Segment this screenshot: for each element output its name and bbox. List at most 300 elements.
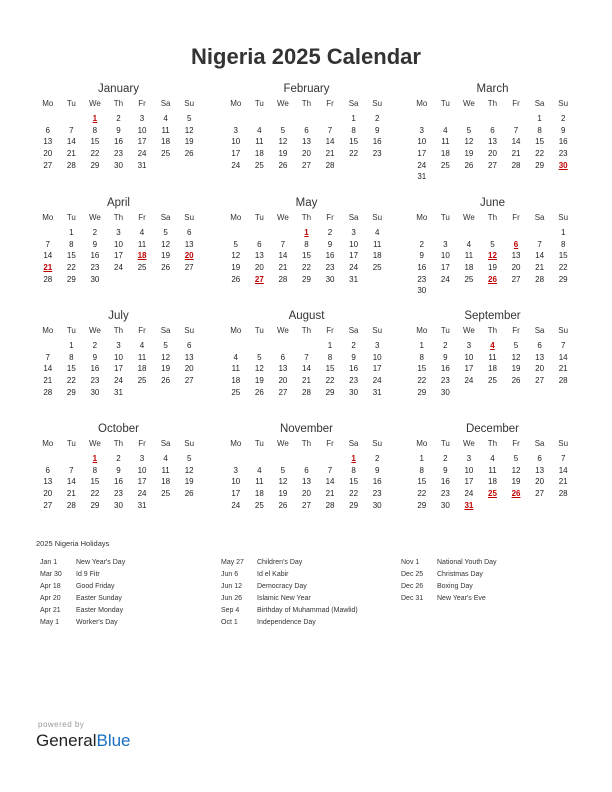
weekday-label: Mo: [42, 326, 54, 335]
day-cell: 3: [419, 125, 424, 135]
day-cell: 6: [304, 125, 309, 135]
day-cell: 29: [535, 160, 545, 170]
day-cell: 17: [464, 364, 474, 374]
day-cell: 19: [231, 263, 241, 273]
day-cell: 7: [304, 352, 309, 362]
day-cell: 10: [372, 352, 382, 362]
day-cell: 29: [90, 160, 100, 170]
empty-cell: [434, 113, 458, 125]
day-cell: 15: [417, 477, 427, 487]
day-cell: 22: [66, 376, 76, 386]
day-cell: 20: [43, 489, 53, 499]
day-cell: 22: [417, 376, 427, 386]
day-cell: 17: [231, 489, 241, 499]
weekday-label: Sa: [534, 213, 545, 222]
holiday-day-cell: 12: [488, 251, 497, 261]
day-cell: 20: [43, 149, 53, 159]
day-cell: 17: [417, 149, 427, 159]
day-cell: 17: [137, 477, 147, 487]
day-cell: 13: [302, 477, 311, 487]
day-cell: 2: [374, 454, 380, 464]
day-cell: 30: [440, 387, 450, 397]
day-cell: 25: [372, 263, 382, 273]
weekday-label: Th: [301, 213, 312, 222]
day-cell: 10: [114, 239, 123, 249]
day-cell: 18: [254, 489, 264, 499]
day-cell: 30: [325, 274, 335, 284]
weekday-label: Su: [372, 439, 383, 448]
day-cell: 4: [233, 352, 238, 362]
day-cell: 19: [464, 149, 474, 159]
day-cell: 18: [254, 149, 264, 159]
day-cell: 5: [186, 454, 192, 464]
holiday-row: [40, 607, 125, 619]
day-cell: 12: [278, 137, 288, 147]
empty-cell: [481, 499, 505, 511]
day-cell: 7: [327, 465, 333, 475]
holiday-day-cell: 27: [254, 274, 264, 284]
day-cell: 13: [184, 352, 194, 362]
holiday-date: Jun 26: [221, 595, 243, 602]
day-cell: 13: [254, 251, 264, 261]
day-cell: 15: [325, 364, 335, 374]
day-cell: 10: [440, 251, 450, 261]
weekday-label: Mo: [230, 439, 242, 448]
day-cell: 25: [137, 376, 147, 386]
day-cell: 23: [90, 263, 100, 273]
day-cell: 22: [90, 489, 100, 499]
day-cell: 5: [257, 352, 262, 362]
weekday-label: We: [88, 213, 101, 222]
day-cell: 28: [302, 387, 311, 397]
day-cell: 9: [560, 125, 566, 135]
day-cell: 19: [184, 137, 194, 147]
day-cell: 29: [417, 500, 427, 510]
empty-cell: [528, 285, 552, 297]
day-cell: 3: [139, 114, 145, 124]
weekday-label: Su: [558, 99, 569, 108]
day-cell: 20: [488, 149, 497, 159]
day-cell: 10: [137, 125, 147, 135]
day-cell: 12: [511, 465, 521, 475]
day-cell: 28: [43, 387, 53, 397]
day-cell: 26: [161, 376, 171, 386]
day-cell: 18: [464, 263, 474, 273]
day-cell: 3: [351, 228, 356, 238]
holiday-row: [221, 607, 358, 619]
weekday-label: Mo: [42, 213, 54, 222]
day-cell: 26: [254, 387, 264, 397]
day-cell: 22: [535, 149, 545, 159]
weekday-label: We: [276, 439, 289, 448]
month-name: April: [106, 197, 130, 209]
day-cell: 24: [231, 500, 241, 510]
day-cell: 27: [302, 160, 311, 170]
day-cell: 24: [417, 160, 427, 170]
day-cell: 5: [513, 454, 519, 464]
empty-cell: [504, 113, 528, 125]
empty-cell: [481, 113, 505, 125]
day-cell: 13: [278, 364, 288, 374]
day-cell: 26: [184, 489, 194, 499]
day-cell: 3: [116, 341, 121, 351]
day-cell: 2: [443, 341, 448, 351]
weekday-label: Su: [372, 99, 383, 108]
day-cell: 27: [511, 274, 521, 284]
holiday-day-cell: 4: [490, 341, 495, 351]
holiday-name: Easter Sunday: [76, 595, 122, 602]
holiday-date: May 1: [40, 619, 60, 626]
day-cell: 26: [161, 263, 171, 273]
day-cell: 16: [114, 477, 123, 487]
day-cell: 31: [372, 387, 382, 397]
weekday-label: Sa: [534, 99, 545, 108]
empty-cell: [295, 340, 319, 352]
empty-cell: [342, 159, 366, 171]
month-name: July: [108, 310, 129, 322]
day-cell: 12: [184, 465, 194, 475]
empty-cell: [36, 113, 60, 125]
day-cell: 21: [66, 489, 76, 499]
holiday-row: [221, 571, 358, 583]
empty-cell: [36, 340, 60, 352]
weekday-label: Th: [113, 439, 124, 448]
day-cell: 27: [535, 489, 545, 499]
day-cell: 14: [66, 477, 76, 487]
day-cell: 22: [66, 263, 76, 273]
day-cell: 26: [231, 274, 241, 284]
holiday-name: New Year's Day: [76, 559, 126, 566]
month-name: May: [295, 197, 318, 209]
day-cell: 5: [280, 125, 286, 135]
holiday-date: Mar 30: [40, 571, 62, 578]
weekday-label: Su: [184, 326, 195, 335]
weekday-label: Tu: [66, 326, 76, 335]
holiday-column: [401, 559, 497, 607]
holiday-date: Dec 26: [401, 583, 424, 590]
weekday-label: Sa: [160, 213, 171, 222]
day-cell: 17: [114, 251, 123, 261]
empty-cell: [504, 499, 528, 511]
day-cell: 2: [351, 341, 356, 351]
empty-cell: [365, 159, 389, 171]
day-cell: 11: [231, 364, 240, 374]
day-cell: 6: [186, 341, 192, 351]
day-cell: 19: [161, 364, 171, 374]
empty-cell: [434, 285, 458, 297]
day-cell: 23: [114, 149, 123, 159]
weekday-label: We: [276, 213, 289, 222]
weekday-label: Sa: [348, 213, 359, 222]
holiday-row: [401, 571, 497, 583]
day-cell: 8: [92, 465, 98, 475]
day-cell: 22: [325, 376, 335, 386]
day-cell: 15: [535, 137, 545, 147]
empty-cell: [504, 171, 528, 183]
holiday-day-cell: 26: [511, 489, 521, 499]
day-cell: 13: [488, 137, 497, 147]
day-cell: 28: [325, 160, 335, 170]
day-cell: 16: [114, 137, 123, 147]
holiday-day-cell: 18: [137, 251, 147, 261]
empty-cell: [224, 340, 248, 352]
day-cell: 14: [558, 352, 568, 362]
day-cell: 4: [163, 454, 168, 464]
day-cell: 6: [537, 341, 542, 351]
weekday-label: Fr: [512, 213, 520, 222]
day-cell: 5: [513, 341, 519, 351]
weekday-label: Tu: [66, 213, 76, 222]
holiday-row: [40, 583, 125, 595]
day-cell: 30: [90, 387, 100, 397]
day-cell: 10: [464, 352, 474, 362]
day-cell: 7: [537, 239, 542, 249]
day-cell: 4: [257, 465, 262, 475]
weekday-label: We: [462, 99, 475, 108]
day-cell: 19: [278, 489, 288, 499]
day-cell: 23: [90, 376, 100, 386]
day-cell: 14: [558, 465, 568, 475]
weekday-label: Tu: [440, 99, 450, 108]
day-cell: 31: [137, 160, 147, 170]
month-name: March: [476, 83, 509, 95]
day-cell: 14: [66, 137, 76, 147]
day-cell: 7: [69, 465, 74, 475]
day-cell: 25: [161, 149, 171, 159]
weekday-label: Sa: [534, 439, 545, 448]
empty-cell: [551, 499, 575, 511]
day-cell: 5: [280, 465, 286, 475]
day-cell: 21: [66, 149, 76, 159]
page-title: Nigeria 2025 Calendar: [191, 44, 421, 69]
weekday-label: We: [462, 439, 475, 448]
empty-cell: [36, 227, 60, 239]
holiday-name: Independence Day: [257, 619, 316, 626]
weekday-label: Tu: [66, 439, 76, 448]
empty-cell: [318, 453, 342, 465]
day-cell: 31: [417, 172, 427, 182]
day-cell: 6: [45, 465, 50, 475]
weekday-label: Mo: [230, 99, 242, 108]
day-cell: 11: [373, 239, 382, 249]
day-cell: 23: [349, 376, 359, 386]
day-cell: 7: [69, 125, 74, 135]
day-cell: 24: [231, 160, 241, 170]
month-name: November: [279, 423, 334, 435]
holiday-name: National Youth Day: [437, 559, 497, 566]
day-cell: 28: [66, 160, 76, 170]
empty-cell: [177, 273, 201, 285]
day-cell: 27: [535, 376, 545, 386]
empty-cell: [154, 159, 178, 171]
day-cell: 15: [417, 364, 427, 374]
day-cell: 1: [419, 341, 424, 351]
month-name: September: [464, 310, 521, 322]
day-cell: 24: [372, 376, 382, 386]
holiday-row: [221, 559, 358, 571]
day-cell: 7: [45, 239, 50, 249]
empty-cell: [248, 227, 272, 239]
day-cell: 29: [558, 274, 568, 284]
weekday-label: Fr: [138, 213, 146, 222]
weekday-label: Th: [301, 99, 312, 108]
day-cell: 1: [419, 454, 424, 464]
empty-cell: [457, 171, 481, 183]
empty-cell: [504, 285, 528, 297]
weekday-label: Th: [487, 213, 498, 222]
day-cell: 4: [163, 114, 168, 124]
day-cell: 9: [351, 352, 356, 362]
day-cell: 2: [419, 239, 424, 249]
holiday-name: Id el Kabir: [257, 571, 289, 578]
holiday-row: [40, 595, 125, 607]
weekday-label: Th: [487, 326, 498, 335]
day-cell: 15: [558, 251, 568, 261]
day-cell: 7: [45, 352, 50, 362]
day-cell: 18: [161, 137, 171, 147]
holiday-date: Apr 18: [40, 583, 61, 590]
empty-cell: [271, 453, 295, 465]
holiday-name: Children's Day: [257, 559, 303, 566]
holiday-day-cell: 26: [488, 274, 497, 284]
day-cell: 14: [43, 251, 53, 261]
day-cell: 8: [419, 465, 424, 475]
day-cell: 4: [139, 228, 145, 238]
holiday-column: [40, 559, 125, 631]
weekday-label: We: [88, 326, 101, 335]
day-cell: 8: [327, 352, 333, 362]
day-cell: 2: [374, 114, 380, 124]
month-name: December: [465, 423, 520, 435]
holiday-row: [40, 559, 125, 571]
day-cell: 9: [374, 465, 380, 475]
day-cell: 11: [488, 352, 497, 362]
empty-cell: [457, 386, 481, 398]
holiday-date: May 27: [221, 559, 244, 566]
day-cell: 12: [184, 125, 194, 135]
day-cell: 22: [90, 149, 100, 159]
empty-cell: [248, 113, 272, 125]
generalblue-logo[interactable]: [36, 731, 131, 751]
weekday-label: Sa: [160, 326, 171, 335]
day-cell: 17: [372, 364, 382, 374]
day-cell: 25: [254, 500, 264, 510]
logo-general-text: General: [36, 731, 97, 750]
empty-cell: [410, 227, 434, 239]
empty-cell: [528, 171, 552, 183]
empty-cell: [410, 113, 434, 125]
month-name: June: [480, 197, 505, 209]
day-cell: 2: [116, 114, 121, 124]
day-cell: 7: [560, 454, 566, 464]
weekday-label: Mo: [416, 213, 428, 222]
weekday-label: Su: [372, 213, 383, 222]
holiday-row: [401, 559, 497, 571]
holiday-date: Dec 31: [401, 595, 424, 602]
day-cell: 19: [161, 251, 171, 261]
day-cell: 6: [280, 352, 286, 362]
day-cell: 11: [488, 465, 497, 475]
day-cell: 31: [137, 500, 147, 510]
day-cell: 1: [351, 114, 356, 124]
day-cell: 6: [257, 239, 262, 249]
day-cell: 14: [535, 251, 545, 261]
weekday-label: Fr: [512, 326, 520, 335]
day-cell: 28: [278, 274, 288, 284]
empty-cell: [528, 499, 552, 511]
holiday-row: [40, 571, 125, 583]
empty-cell: [60, 113, 84, 125]
holiday-column: [221, 559, 358, 631]
day-cell: 3: [466, 454, 472, 464]
weekday-label: Mo: [42, 99, 54, 108]
day-cell: 22: [417, 489, 427, 499]
day-cell: 19: [254, 376, 264, 386]
empty-cell: [130, 386, 154, 398]
holiday-row: [221, 595, 358, 607]
weekday-label: Th: [487, 439, 498, 448]
weekday-label: Sa: [160, 99, 171, 108]
empty-cell: [318, 113, 342, 125]
holiday-name: New Year's Eve: [437, 595, 486, 602]
weekday-label: Tu: [254, 326, 264, 335]
holiday-day-cell: 31: [464, 500, 474, 510]
weekday-label: Fr: [326, 213, 334, 222]
day-cell: 3: [374, 341, 380, 351]
day-cell: 16: [372, 477, 382, 487]
day-cell: 25: [254, 160, 264, 170]
day-cell: 26: [184, 149, 194, 159]
day-cell: 27: [43, 160, 53, 170]
empty-cell: [154, 499, 178, 511]
day-cell: 24: [464, 489, 474, 499]
day-cell: 16: [90, 251, 100, 261]
weekday-label: Mo: [416, 439, 428, 448]
day-cell: 14: [302, 364, 311, 374]
day-cell: 13: [535, 352, 545, 362]
day-cell: 24: [464, 376, 474, 386]
holidays-heading: 2025 Nigeria Holidays: [36, 539, 110, 548]
weekday-label: Tu: [254, 439, 264, 448]
day-cell: 23: [440, 489, 450, 499]
day-cell: 16: [417, 263, 427, 273]
day-cell: 8: [560, 239, 566, 249]
weekday-label: Tu: [254, 213, 264, 222]
weekday-label: Tu: [440, 213, 450, 222]
weekday-label: Th: [113, 99, 124, 108]
day-cell: 18: [231, 376, 241, 386]
day-cell: 14: [511, 137, 521, 147]
empty-cell: [457, 113, 481, 125]
day-cell: 21: [558, 477, 568, 487]
day-cell: 28: [43, 274, 53, 284]
weekday-label: Th: [113, 213, 124, 222]
day-cell: 23: [440, 376, 450, 386]
day-cell: 27: [278, 387, 288, 397]
holiday-date: Oct 1: [221, 619, 238, 626]
weekday-label: Fr: [512, 439, 520, 448]
weekday-label: We: [88, 99, 101, 108]
day-cell: 18: [161, 477, 171, 487]
day-cell: 9: [419, 251, 424, 261]
day-cell: 12: [161, 239, 171, 249]
holiday-day-cell: 1: [92, 114, 98, 124]
day-cell: 30: [417, 286, 427, 296]
weekday-label: Tu: [440, 439, 450, 448]
day-cell: 25: [440, 160, 450, 170]
empty-cell: [365, 273, 389, 285]
day-cell: 25: [488, 376, 497, 386]
